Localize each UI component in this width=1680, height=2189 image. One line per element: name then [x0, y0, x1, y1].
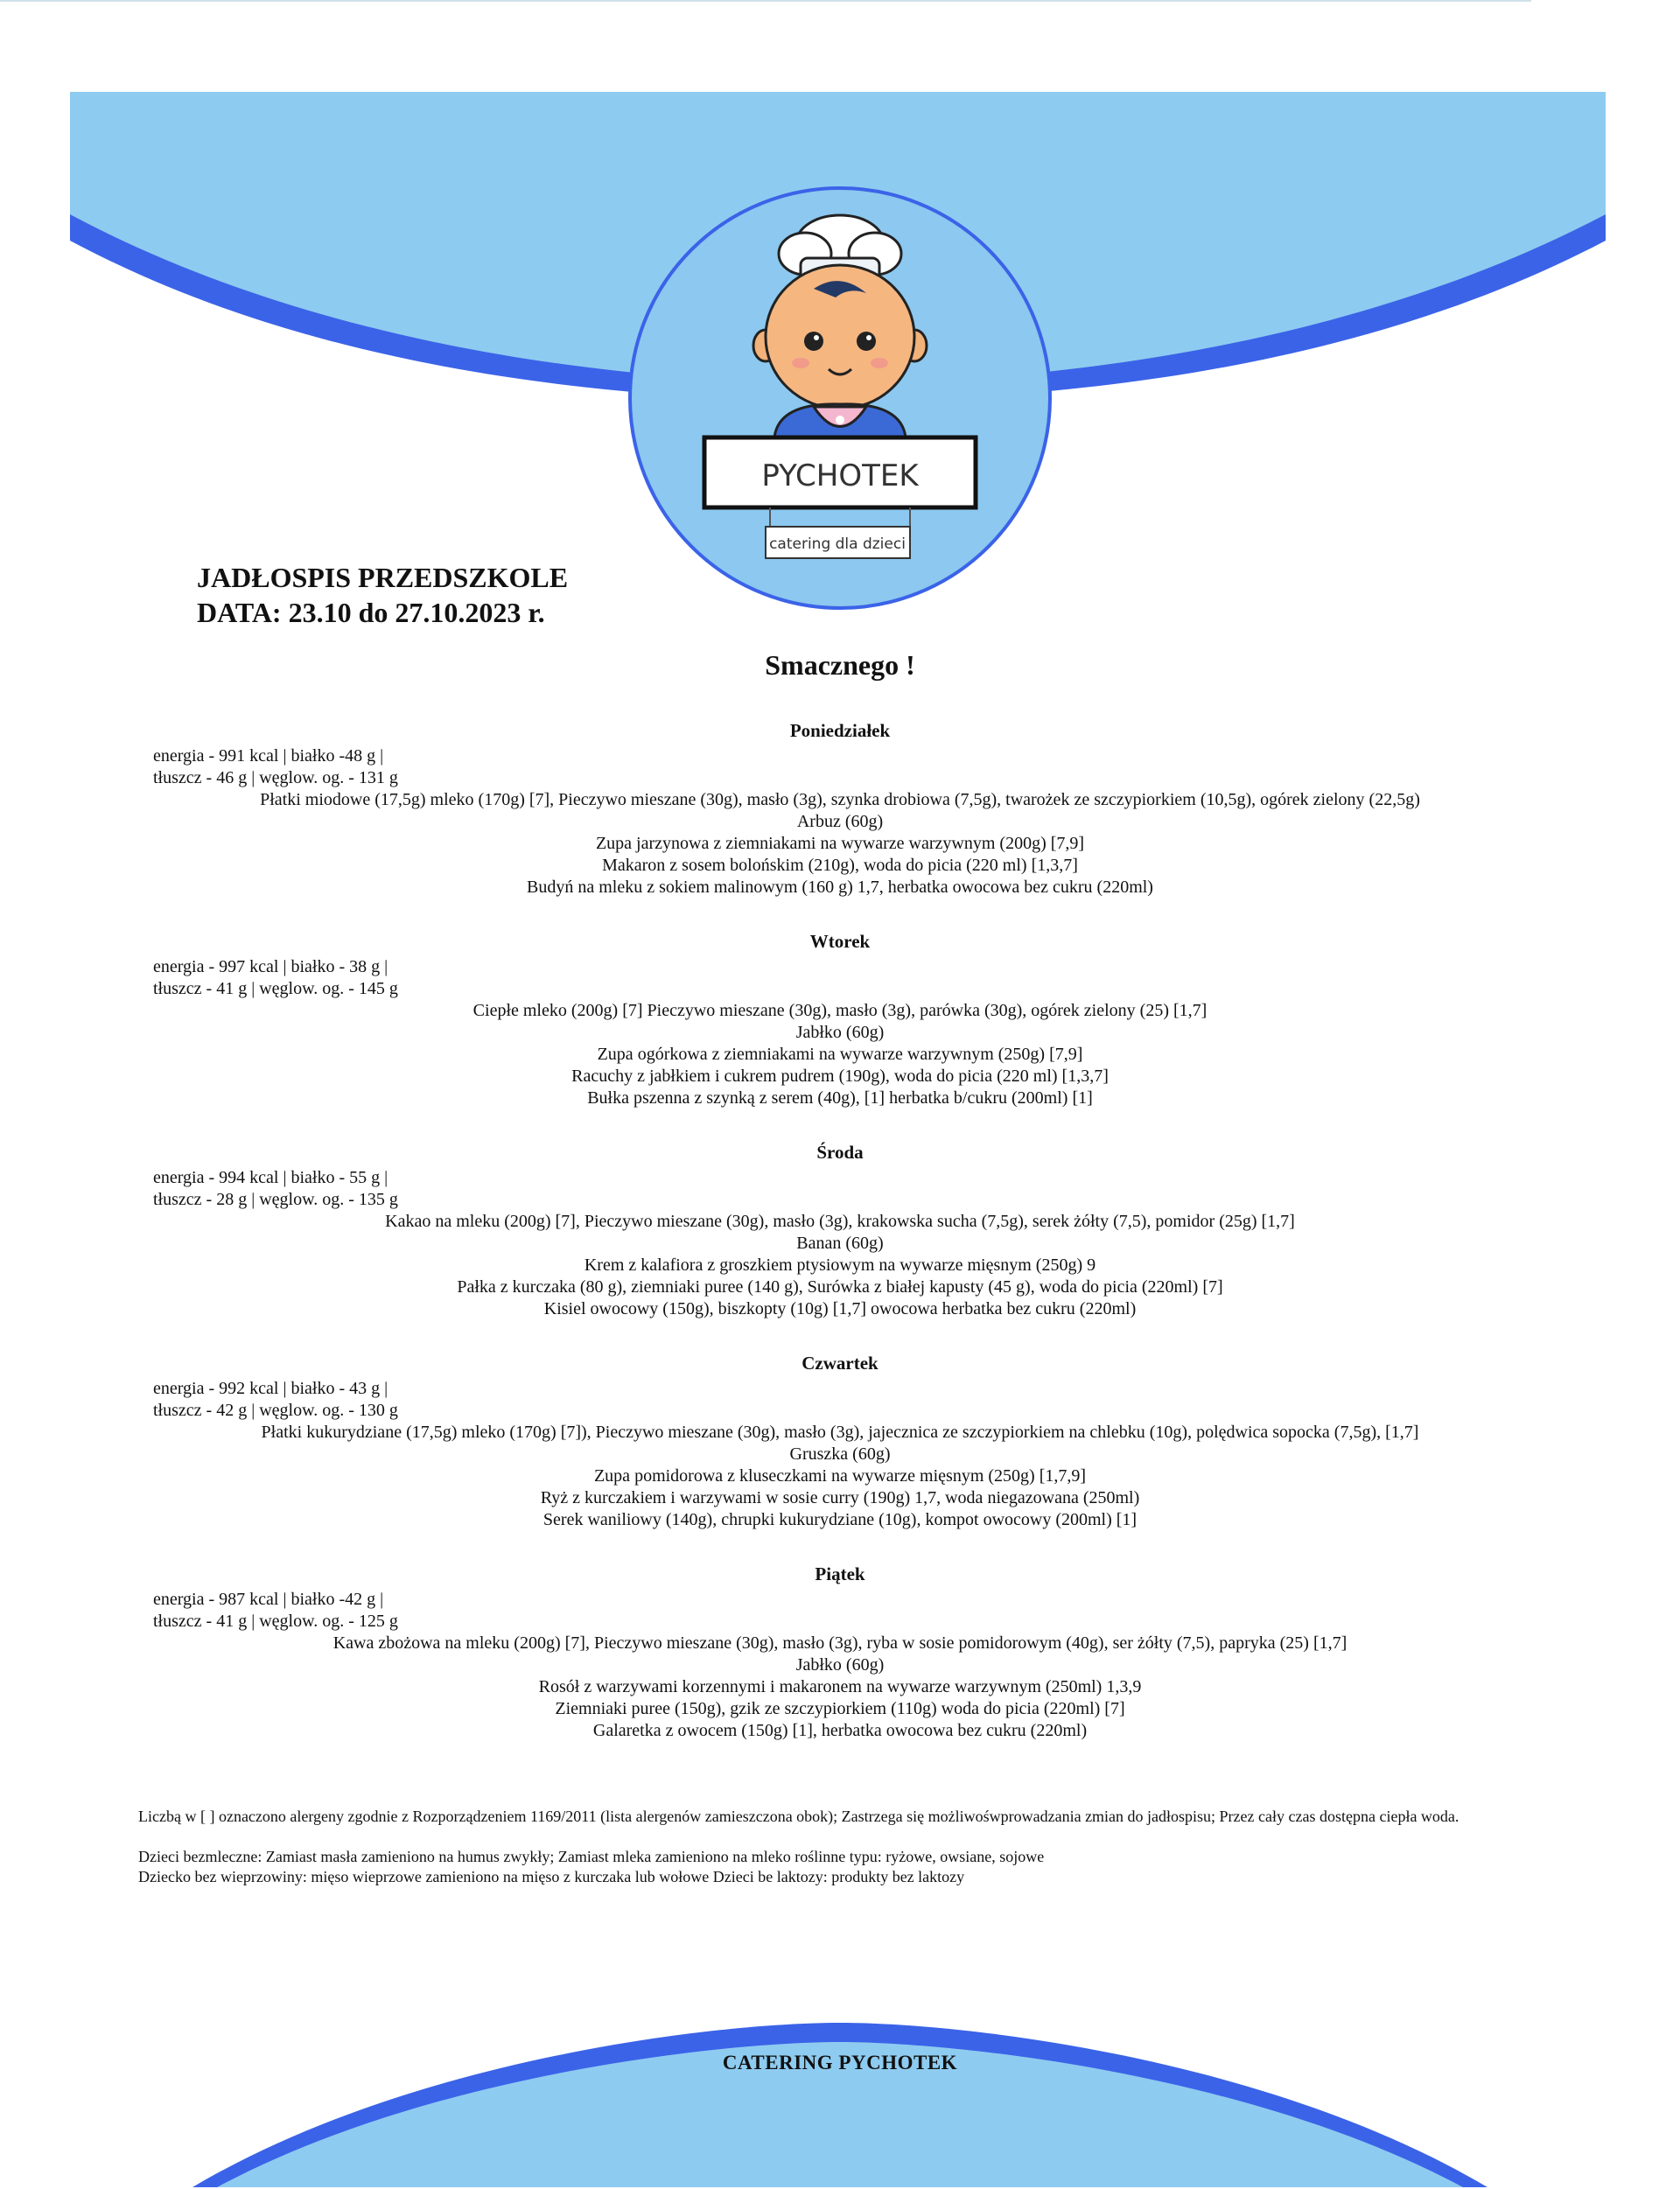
diet-note-pork-lactose: Dziecko bez wieprzowiny: mięso wieprzowe zamieniono na mięso z kurczaka lub wołowe Dzieci be laktozy: produkty bez laktozy [138, 1868, 965, 1885]
day-title: Piątek [815, 1563, 865, 1584]
meal-item: Ryż z kurczakiem i warzywami w sosie curry (190g) 1,7, woda niegazowana (250ml) [540, 1488, 1140, 1507]
meal-item: Bułka pszenna z szynką z serem (40g), [1] herbatka b/cukru (200ml) [1] [587, 1088, 1093, 1108]
meal-item: Racuchy z jabłkiem i cukrem pudrem (190g), woda do picia (220 ml) [1,3,7] [571, 1067, 1109, 1086]
meal-item: Płatki miodowe (17,5g) mleko (170g) [7], Pieczywo mieszane (30g), masło (3g), szynka drobiowa (7,5g), twarożek ze szczypiorkiem (10,5g), ogórek zielony (22,5g) [260, 790, 1420, 809]
meal-item: Zupa pomidorowa z kluseczkami na wywarze mięsnym (250g) [1,7,9] [593, 1466, 1087, 1486]
nutrition-info: energia - 987 kcal | białko -42 g | [153, 1590, 384, 1609]
logo-tagline-text: catering dla dzieci [769, 535, 906, 553]
meal-item: Gruszka (60g) [789, 1444, 891, 1464]
nutrition-info: tłuszcz - 41 g | węglow. og. - 145 g [153, 979, 398, 998]
nutrition-info: tłuszcz - 42 g | węglow. og. - 130 g [153, 1401, 398, 1420]
nutrition-info: energia - 994 kcal | białko - 55 g | [153, 1168, 388, 1187]
meal-item: Krem z kalafiora z groszkiem ptysiowym na wywarze mięsnym (250g) 9 [584, 1255, 1096, 1275]
nutrition-info: tłuszcz - 46 g | węglow. og. - 131 g [153, 768, 398, 787]
meal-item: Płatki kukurydziane (17,5g) mleko (170g) [7]), Pieczywo mieszane (30g), masło (3g), jajecznica ze szczypiorkiem na chlebku (10g), polędwica sopocka (7,5g), [1,7] [261, 1423, 1419, 1442]
day-section [0, 1352, 1680, 1531]
meal-item: Arbuz (60g) [796, 812, 884, 831]
day-title: Środa [816, 1142, 864, 1163]
footer-title: CATERING PYCHOTEK [722, 2052, 958, 2074]
day-title: Wtorek [809, 931, 871, 952]
meal-item: Jabłko (60g) [795, 1655, 885, 1675]
day-section [0, 1141, 1680, 1320]
day-section [0, 719, 1680, 899]
nutrition-info: energia - 991 kcal | białko -48 g | [153, 746, 384, 766]
day-title: Poniedziałek [789, 720, 891, 741]
nutrition-info: tłuszcz - 41 g | węglow. og. - 125 g [153, 1612, 398, 1631]
top-border-line [0, 0, 1531, 2]
meal-item: Zupa jarzynowa z ziemniakami na wywarze warzywnym (200g) [7,9] [595, 834, 1085, 853]
meal-item: Jabłko (60g) [795, 1023, 885, 1042]
meal-item: Budyń na mleku z sokiem malinowym (160 g) 1,7, herbatka owocowa bez cukru (220ml) [527, 878, 1153, 897]
meal-item: Zupa ogórkowa z ziemniakami na wywarze warzywnym (250g) [7,9] [597, 1045, 1083, 1064]
notes-section [138, 1807, 1556, 1887]
meal-item: Banan (60g) [796, 1234, 884, 1253]
meal-item: Kakao na mleku (200g) [7], Pieczywo mieszane (30g), masło (3g), krakowska sucha (7,5g), serek żółty (7,5), pomidor (25g) [1,7] [385, 1212, 1295, 1231]
logo-brand-text: PYCHOTEK [761, 458, 919, 493]
meal-item: Ziemniaki puree (150g), gzik ze szczypiorkiem (110g) woda do picia (220ml) [7] [555, 1699, 1125, 1718]
meal-item: Galaretka z owocem (150g) [1], herbatka owocowa bez cukru (220ml) [592, 1721, 1088, 1740]
pychotek-logo [626, 184, 1054, 612]
meal-item: Makaron z sosem bolońskim (210g), woda do picia (220 ml) [1,3,7] [602, 856, 1078, 875]
day-title: Czwartek [802, 1353, 878, 1374]
nutrition-info: energia - 992 kcal | białko - 43 g | [153, 1379, 388, 1398]
day-section [0, 930, 1680, 1109]
nutrition-info: tłuszcz - 28 g | węglow. og. - 135 g [153, 1190, 398, 1209]
menu-title [197, 560, 568, 630]
day-section [0, 1563, 1680, 1742]
menu-date-range: DATA: 23.10 do 27.10.2023 r. [197, 597, 545, 628]
meal-item: Serek waniliowy (140g), chrupki kukurydziane (10g), kompot owocowy (200ml) [1] [542, 1510, 1138, 1529]
meal-item: Pałka z kurczaka (80 g), ziemniaki puree (140 g), Surówka z białej kapusty (45 g), woda do picia (220ml) [7] [457, 1277, 1223, 1297]
greeting: Smacznego ! [765, 649, 915, 681]
footer-banner [192, 2023, 1488, 2189]
meal-item: Rosół z warzywami korzennymi i makaronem na wywarze warzywnym (250ml) 1,3,9 [538, 1677, 1142, 1696]
meal-item: Ciepłe mleko (200g) [7] Pieczywo mieszane (30g), masło (3g), parówka (30g), ogórek zielony (25) [1,7] [472, 1001, 1208, 1020]
nutrition-info: energia - 997 kcal | białko - 38 g | [153, 957, 388, 976]
meal-item: Kisiel owocowy (150g), biszkopty (10g) [1,7] owocowa herbatka bez cukru (220ml) [543, 1299, 1137, 1318]
menu-title-line1: JADŁOSPIS PRZEDSZKOLE [197, 562, 569, 593]
meal-item: Kawa zbożowa na mleku (200g) [7], Pieczywo mieszane (30g), masło (3g), ryba w sosie pomidorowym (40g), ser żółty (7,5), papryka (25) [1,7] [332, 1633, 1348, 1653]
weekly-menu [0, 719, 1680, 1773]
allergen-note: Liczbą w [ ] oznaczono alergeny zgodnie z Rozporządzeniem 1169/2011 (lista alergenów zamieszczona obok); Zastrzega się możliwośwprowadzania zmian do jadłospisu; Przez cały czas dostępna ciepła woda. [138, 1808, 1460, 1825]
diet-note-dairy: Dzieci bezmleczne: Zamiast masła zamieniono na humus zwykły; Zamiast mleka zamieniono na mleko roślinne typu: ryżowe, owsiane, sojowe [138, 1848, 1045, 1865]
